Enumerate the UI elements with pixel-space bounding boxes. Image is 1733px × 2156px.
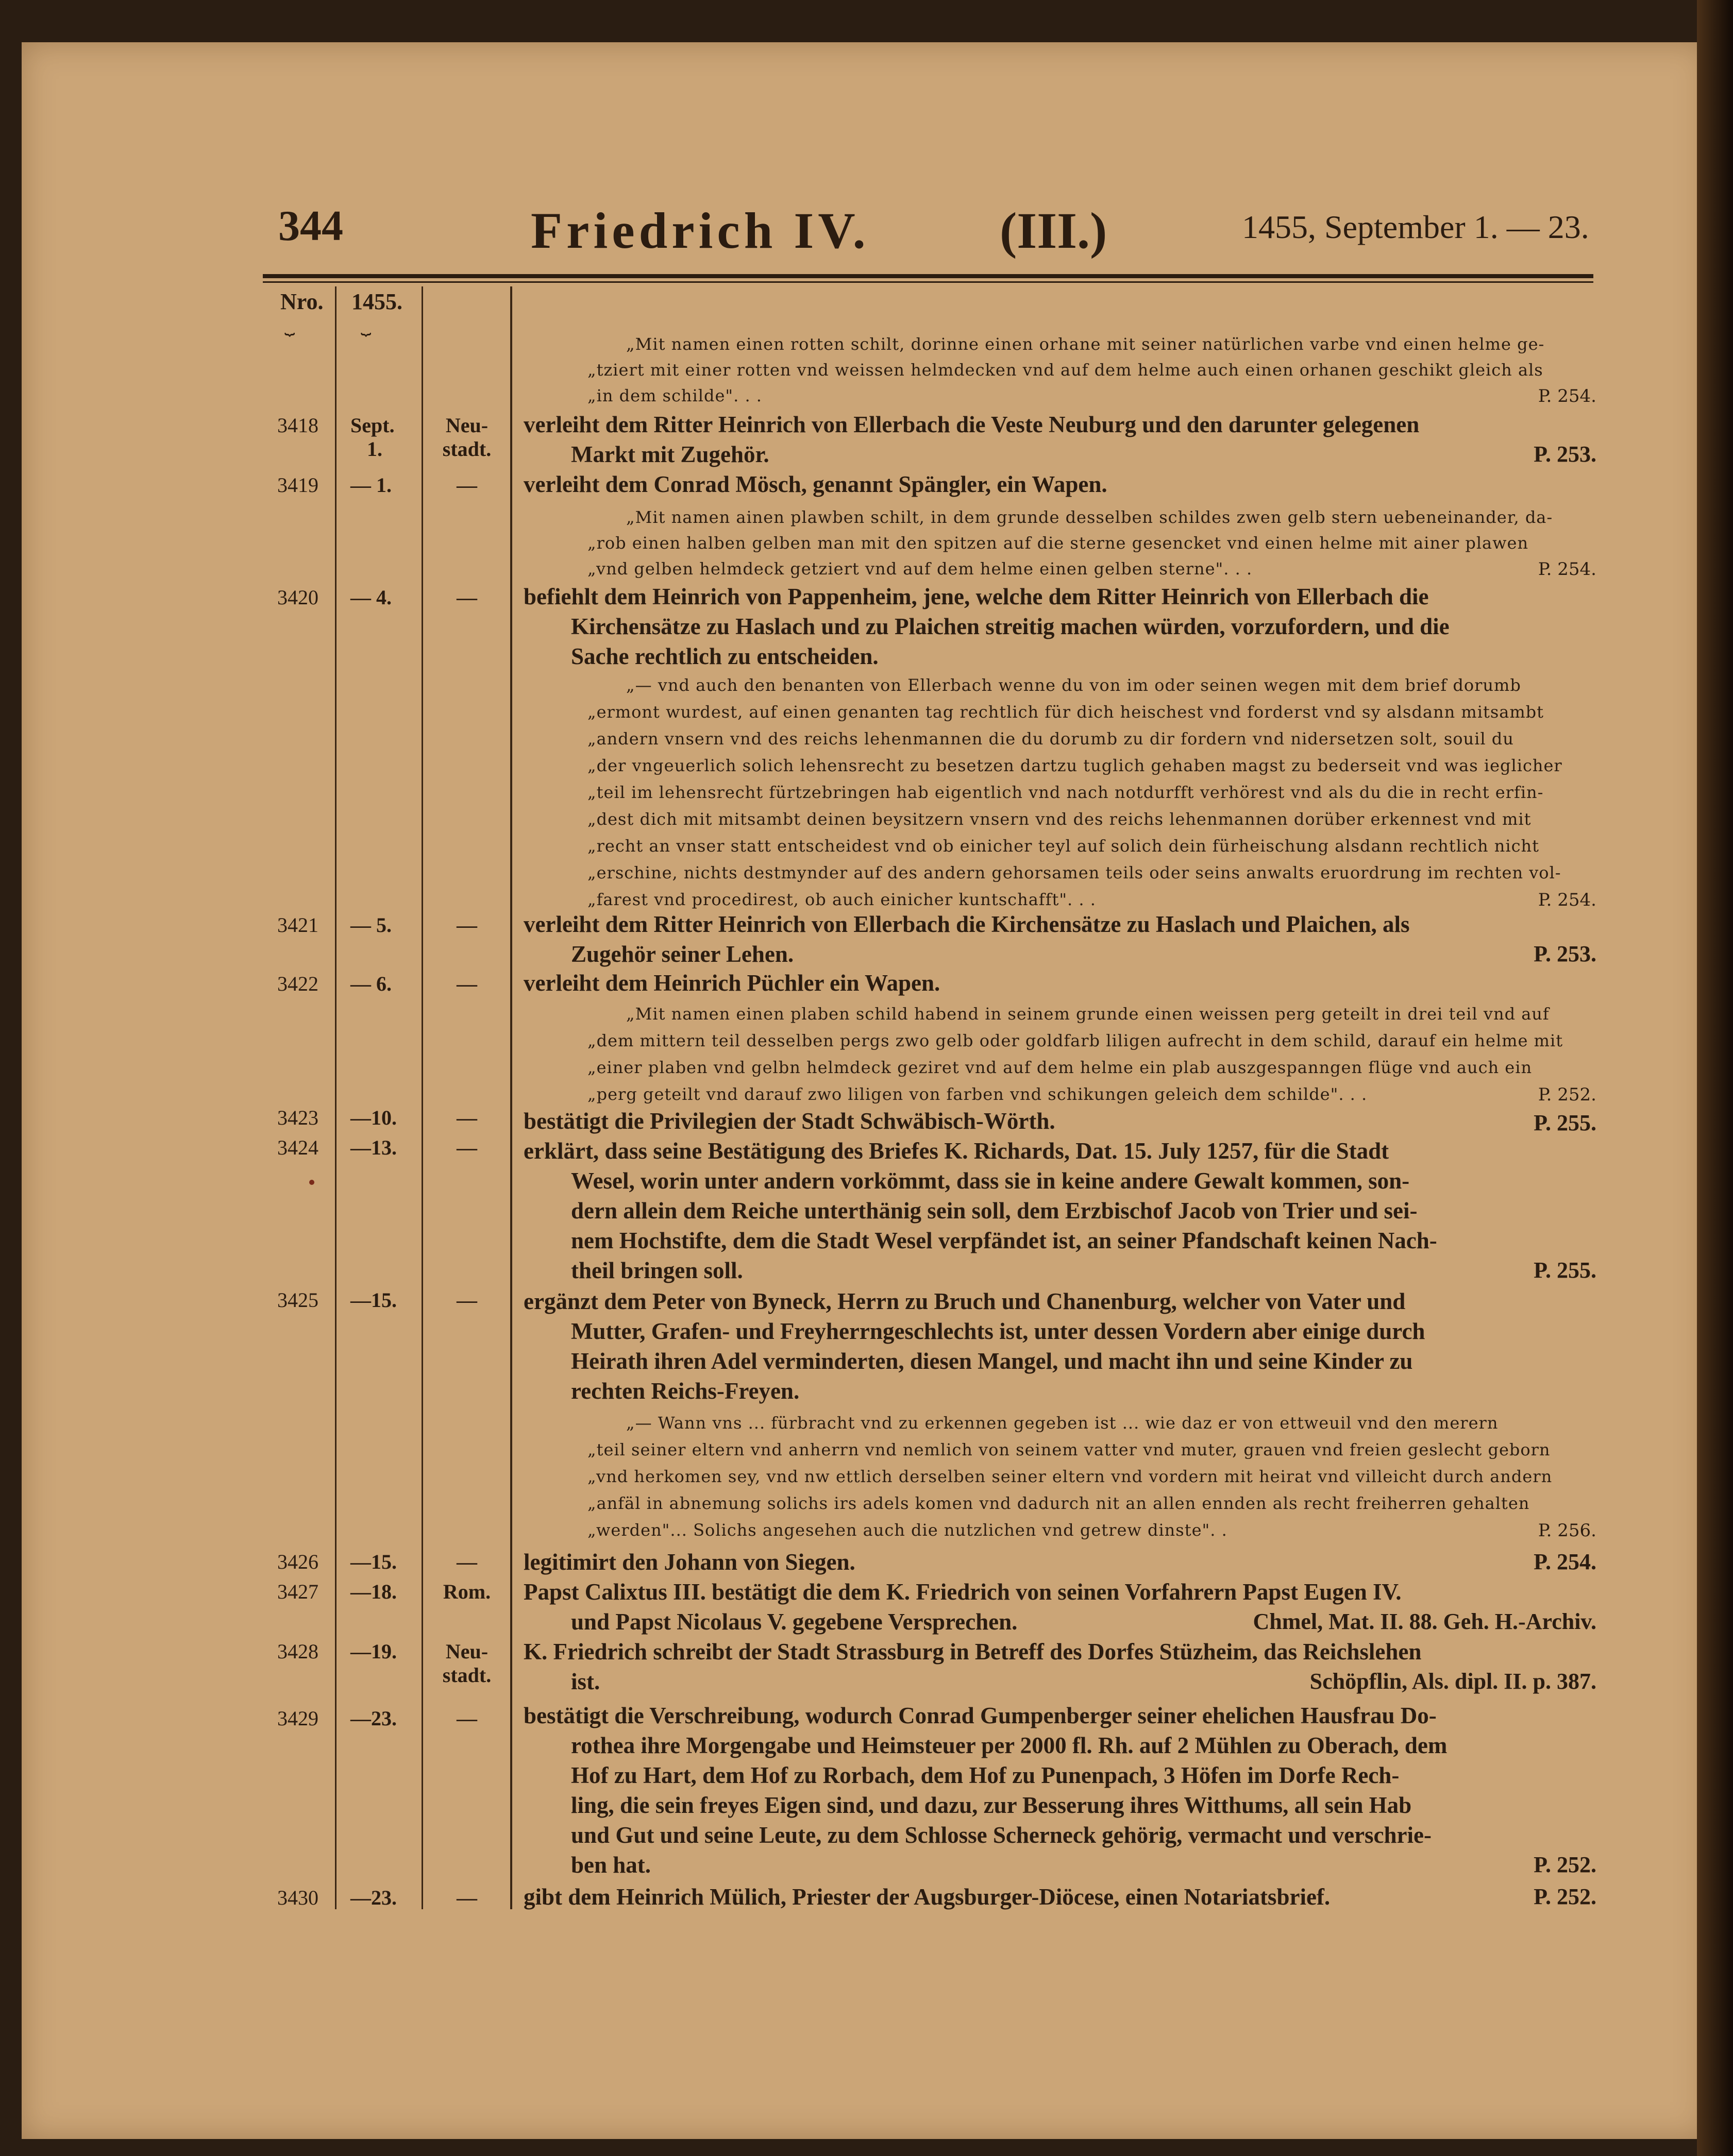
entry-text-line: und Gut und seine Leute, zu dem Schlosse Scherneck gehörig, vermacht und verschrie- bbox=[571, 1822, 1432, 1848]
entry-day: —13. bbox=[350, 1136, 397, 1159]
entry-number: 3422 bbox=[277, 972, 318, 995]
page-title: Friedrich IV. bbox=[531, 202, 870, 259]
entry-text-line: dern allein dem Reiche unterthänig sein soll, dem Erzbischof Jacob von Trier und sei- bbox=[571, 1198, 1418, 1224]
quote-line: „in dem schilde". . . bbox=[587, 386, 762, 405]
quote-line: „dest dich mit mitsambt deinen beysitzern vnsern vnd des reichs lehenmannen dorüber erkennest vnd mit bbox=[587, 809, 1532, 829]
quote-line: „einer plaben vnd gelbn helmdeck geziret vnd auf dem helme ein plab auszgespanngen flüge vnd auch ein bbox=[587, 1058, 1533, 1077]
entry-text-line: Zugehör seiner Lehen. bbox=[571, 941, 794, 967]
entry-text-line: verleiht dem Ritter Heinrich von Ellerbach die Kirchensätze zu Haslach und Plaichen, als bbox=[524, 911, 1410, 937]
quote-line: „andern vnsern vnd des reichs lehenmannen die du dorumb zu dir fordern vnd nidersetzen solt, souil du bbox=[587, 729, 1514, 749]
entry-text-line: ling, die sein freyes Eigen sind, und dazu, zur Besserung ihres Witthums, all sein Hab bbox=[571, 1792, 1412, 1818]
entry-text-line: Mutter, Grafen- und Freyherrngeschlechts ist, unter dessen Vordern aber einige durch bbox=[571, 1318, 1425, 1344]
quote-line: „rob einen halben gelben man mit den spitzen auf die sterne gesencket vnd einen helme mit ainer plawen bbox=[587, 533, 1529, 553]
entry-place: — bbox=[457, 1886, 477, 1909]
entry-day: — 5. bbox=[350, 913, 392, 937]
entry-number: 3427 bbox=[277, 1580, 318, 1603]
quote-line: „— vnd auch den benanten von Ellerbach wenne du von im oder seinen wegen mit dem brief dorumb bbox=[626, 675, 1521, 695]
entry-reference: P. 252. bbox=[1534, 1884, 1596, 1909]
entry-text-line: Kirchensätze zu Haslach und zu Plaichen streitig machen würden, vorzufordern, und die bbox=[571, 614, 1450, 639]
entry-text-line: befiehlt dem Heinrich von Pappenheim, jene, welche dem Ritter Heinrich von Ellerbach die bbox=[524, 584, 1429, 609]
quote-line: „der vngeuerlich solich lehensrecht zu besetzen dartzu tuglich gehaben magst zu bederseit vnd was ieglicher bbox=[587, 756, 1562, 775]
entry-number: 3430 bbox=[277, 1886, 318, 1909]
entry-place: — bbox=[457, 1106, 477, 1129]
entry-number: 3425 bbox=[277, 1288, 318, 1312]
entry-text-line: Sache rechtlich zu entscheiden. bbox=[571, 643, 879, 669]
entry-text-line: und Papst Nicolaus V. gegebene Versprechen. bbox=[571, 1609, 1018, 1635]
entry-reference: P. 255. bbox=[1534, 1258, 1596, 1283]
quote-line: „tziert mit einer rotten vnd weissen helmdecken vnd auf dem helme auch einen orhanen geschikt gleich als bbox=[587, 360, 1543, 380]
entry-day: 1. bbox=[367, 437, 382, 461]
quote-line: „teil seiner eltern vnd anherrn vnd nemlich von seinem vatter vnd muter, grauen vnd freien geslecht geborn bbox=[587, 1440, 1551, 1459]
page-number: 344 bbox=[278, 202, 343, 250]
entry-text-line: rechten Reichs-Freyen. bbox=[571, 1378, 800, 1404]
entry-day: — 6. bbox=[350, 972, 392, 995]
entry-text-line: Heirath ihren Adel verminderten, diesen Mangel, und macht ihn und seine Kinder zu bbox=[571, 1348, 1413, 1374]
quote-line: „ermont wurdest, auf einen genanten tag rechtlich für dich heischest vnd forderst vnd sy alsdann mitsambt bbox=[587, 702, 1544, 722]
entry-number: 3429 bbox=[277, 1707, 318, 1730]
entry-text-line: nem Hochstifte, dem die Stadt Wesel verpfändet ist, an seiner Pfandschaft keinen Nach- bbox=[571, 1228, 1437, 1253]
entry-reference: P. 253. bbox=[1534, 941, 1596, 966]
entry-text-line: bestätigt die Verschreibung, wodurch Conrad Gumpenberger seiner ehelichen Hausfrau Do- bbox=[524, 1703, 1437, 1728]
entry-reference: P. 254. bbox=[1534, 1549, 1596, 1574]
entry-text-line: Papst Calixtus III. bestätigt die dem K. Friedrich von seinen Vorfahrern Papst Eugen IV. bbox=[524, 1579, 1402, 1605]
entry-number: 3426 bbox=[277, 1550, 318, 1573]
entry-day: —23. bbox=[350, 1886, 397, 1909]
entry-text-line: verleiht dem Conrad Mösch, genannt Spängler, ein Wapen. bbox=[524, 471, 1107, 497]
entry-reference: P. 255. bbox=[1534, 1110, 1596, 1135]
entry-day: —10. bbox=[350, 1106, 397, 1129]
entry-place: — bbox=[457, 1707, 477, 1730]
entry-reference: P. 253. bbox=[1534, 442, 1596, 467]
quote-line: „Mit namen einen rotten schilt, dorinne einen orhane mit seiner natürlichen varbe vnd einen helme ge- bbox=[626, 334, 1545, 354]
entry-day: —19. bbox=[350, 1640, 397, 1663]
entry-place: — bbox=[457, 1288, 477, 1312]
entry-place: — bbox=[457, 1136, 477, 1159]
entry-day: —23. bbox=[350, 1707, 397, 1730]
entry-text-line: Wesel, worin unter andern vorkömmt, dass sie in keine andere Gewalt kommen, son- bbox=[571, 1168, 1410, 1194]
entry-number: 3428 bbox=[277, 1640, 318, 1663]
entry-text-line: gibt dem Heinrich Mülich, Priester der Augsburger-Diöcese, einen Notariatsbrief. bbox=[524, 1884, 1331, 1910]
quote-line: „perg geteilt vnd darauf zwo liligen von farben vnd schikungen geleich dem schilde". . . bbox=[587, 1084, 1368, 1104]
entry-day: — 1. bbox=[350, 473, 392, 497]
quote-line: „— Wann vns ... fürbracht vnd zu erkennen gegeben ist ... wie daz er von ettweuil vnd den merern bbox=[626, 1413, 1499, 1433]
entry-number: 3419 bbox=[277, 473, 318, 497]
entry-reference: P. 252. bbox=[1534, 1852, 1596, 1877]
quote-line: „werden"... Solichs angesehen auch die nutzlichen vnd getrew dinste". . bbox=[587, 1520, 1227, 1540]
entry-day: — 4. bbox=[350, 586, 392, 609]
entry-place: — bbox=[457, 1550, 477, 1573]
entry-place: Rom. bbox=[443, 1580, 491, 1603]
entry-day: —15. bbox=[350, 1288, 397, 1312]
entry-number: 3421 bbox=[277, 913, 318, 937]
quote-line: „vnd gelben helmdeck getziert vnd auf dem helme einen gelben sterne". . . bbox=[587, 559, 1253, 579]
entry-reference: Chmel, Mat. II. 88. Geh. H.-Archiv. bbox=[1253, 1609, 1596, 1634]
entry-place: stadt. bbox=[442, 1663, 492, 1687]
quote-reference: P. 254. bbox=[1538, 386, 1596, 406]
quote-reference: P. 252. bbox=[1538, 1084, 1596, 1105]
quote-line: „dem mittern teil desselben pergs zwo gelb oder goldfarb liligen aufrecht in dem schild, darauf ein helme mit bbox=[587, 1031, 1563, 1050]
quote-line: „Mit namen einen plaben schild habend in seinem grunde einen weissen perg geteilt in drei teil vnd auf bbox=[626, 1004, 1550, 1024]
quote-line: „Mit namen ainen plawben schilt, in dem grunde desselben schildes zwen gelb stern uebeneinander, da- bbox=[626, 507, 1553, 527]
entry-day: —15. bbox=[350, 1550, 397, 1573]
entry-text-line: K. Friedrich schreibt der Stadt Strassburg in Betreff des Dorfes Stüzheim, das Reichslehen bbox=[524, 1639, 1422, 1665]
date-range: 1455, September 1. — 23. bbox=[1242, 209, 1589, 245]
entry-number: 3418 bbox=[277, 414, 318, 437]
quote-reference: P. 254. bbox=[1538, 890, 1596, 910]
entry-text-line: legitimirt den Johann von Siegen. bbox=[524, 1549, 855, 1575]
entry-text-line: Hof zu Hart, dem Hof zu Rorbach, dem Hof zu Punenpach, 3 Höfen im Dorfe Rech- bbox=[571, 1762, 1400, 1788]
entry-place: Neu- bbox=[445, 1640, 489, 1663]
entry-reference: Schöpflin, Als. dipl. II. p. 387. bbox=[1309, 1669, 1596, 1694]
entry-text-line: ergänzt dem Peter von Byneck, Herrn zu Bruch und Chanenburg, welcher von Vater und bbox=[524, 1288, 1406, 1314]
entry-place: — bbox=[457, 586, 477, 609]
entry-text-line: rothea ihre Morgengabe und Heimsteuer per 2000 fl. Rh. auf 2 Mühlen zu Oberach, dem bbox=[571, 1733, 1448, 1758]
title-roman-numeral: (III.) bbox=[1000, 202, 1107, 259]
column-header-nro: Nro. bbox=[280, 289, 324, 314]
entry-day: Sept. bbox=[350, 414, 395, 437]
entry-number: 3424 bbox=[277, 1136, 318, 1159]
quote-reference: P. 254. bbox=[1538, 559, 1596, 580]
quote-line: „anfäl in abnemung solichs irs adels komen vnd dadurch nit an allen ennden als recht freiherren gehalten bbox=[587, 1493, 1530, 1513]
entry-number: 3420 bbox=[277, 586, 318, 609]
entry-text-line: bestätigt die Privilegien der Stadt Schwäbisch-Wörth. bbox=[524, 1108, 1055, 1134]
quote-line: „erschine, nichts destmynder auf des andern gehorsamen teils oder seins anwalts eruordrung im rechten vol- bbox=[587, 863, 1561, 882]
quote-line: „farest vnd procedirest, ob auch einicher kuntschafft". . . bbox=[587, 890, 1096, 909]
entry-text-line: erklärt, dass seine Bestätigung des Briefes K. Richards, Dat. 15. July 1257, für die Stadt bbox=[524, 1138, 1389, 1164]
quote-line: „recht an vnser statt entscheidest vnd ob einicher teyl auf solich dein fürheischung alsdann rechtlich nicht bbox=[587, 836, 1539, 856]
column-header-year: 1455. bbox=[351, 289, 402, 314]
entry-text-line: verleiht dem Ritter Heinrich von Ellerbach die Veste Neuburg und den darunter gelegenen bbox=[524, 412, 1420, 437]
brace-mark: ⏟ bbox=[284, 315, 295, 336]
entry-text-line: Markt mit Zugehör. bbox=[571, 442, 769, 467]
entry-place: — bbox=[457, 972, 477, 995]
quote-line: „vnd herkomen sey, vnd nw ettlich derselben seiner eltern vnd vordern mit heirat vnd villeicht durch andern bbox=[587, 1467, 1553, 1486]
brace-mark: ⏟ bbox=[361, 315, 372, 336]
entry-place: — bbox=[457, 913, 477, 937]
entry-place: — bbox=[457, 473, 477, 497]
quote-reference: P. 256. bbox=[1538, 1520, 1596, 1541]
entry-number: 3423 bbox=[277, 1106, 318, 1129]
entry-place: Neu- bbox=[445, 414, 489, 437]
entry-text-line: ben hat. bbox=[571, 1852, 651, 1878]
entry-text-line: verleiht dem Heinrich Püchler ein Wapen. bbox=[524, 970, 940, 996]
entry-text-line: theil bringen soll. bbox=[571, 1258, 743, 1283]
entry-text-line: ist. bbox=[571, 1669, 600, 1694]
entry-day: —18. bbox=[350, 1580, 397, 1603]
entry-place: stadt. bbox=[442, 437, 492, 461]
quote-line: „teil im lehensrecht fürtzebringen hab eigentlich vnd nach notdurfft verhörest vnd als du die in recht erfin- bbox=[587, 783, 1544, 802]
